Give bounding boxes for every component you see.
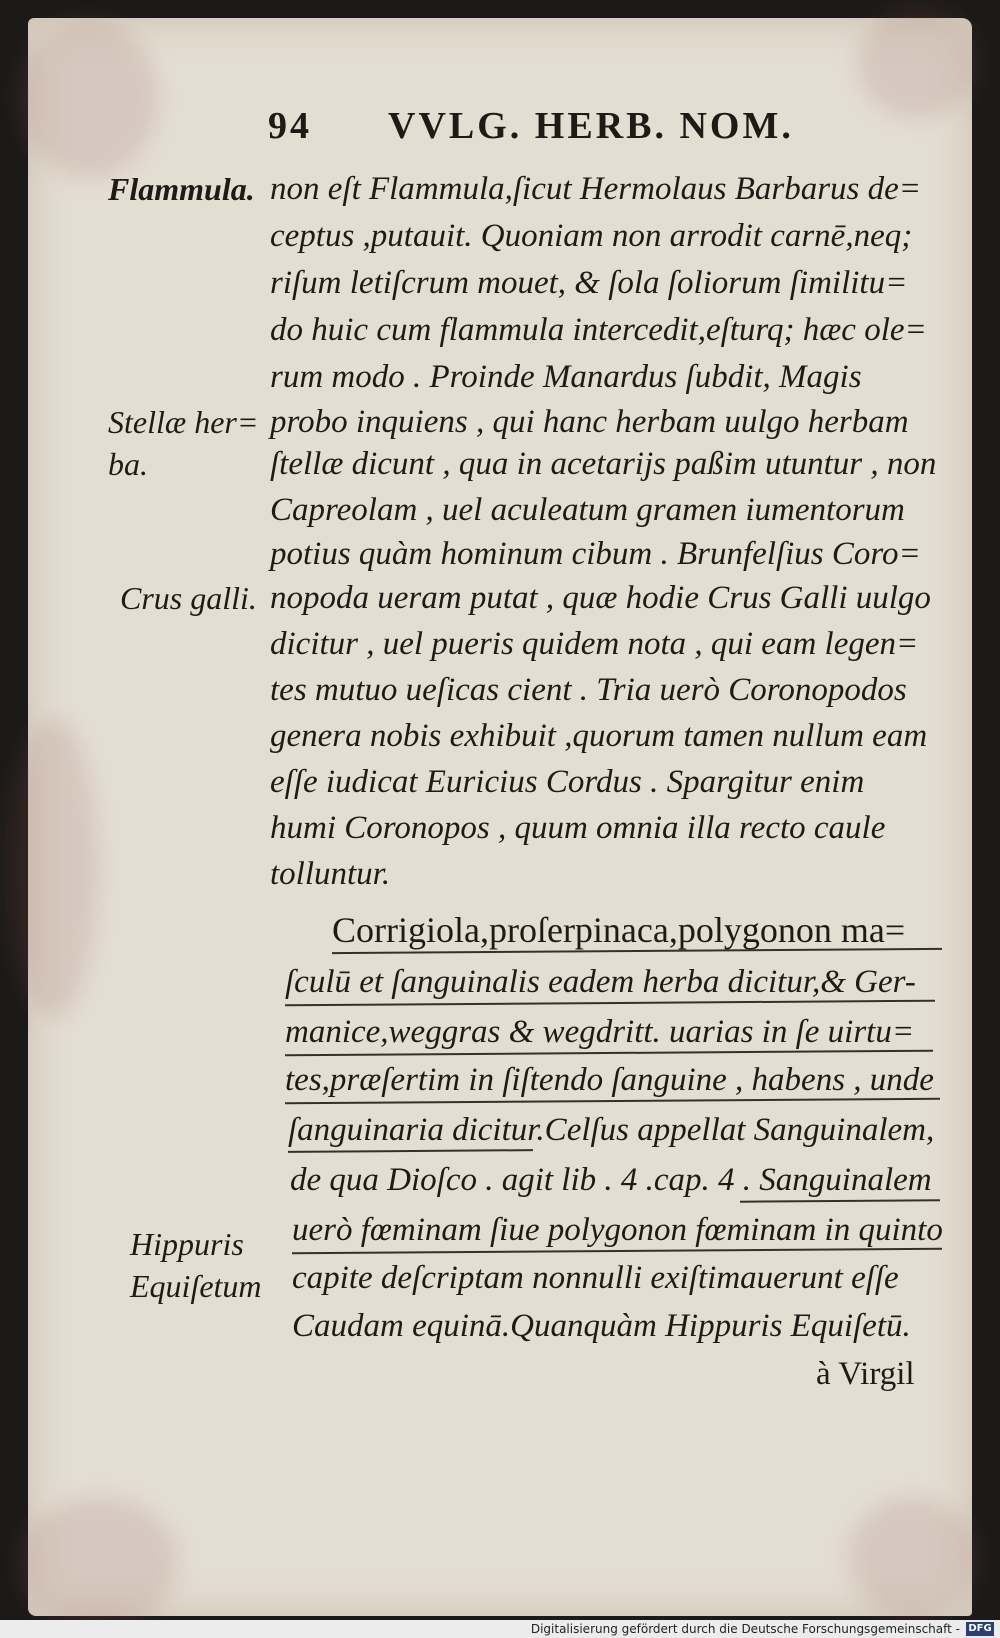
- footer-bar: [0, 1620, 1000, 1638]
- margin-note: Equiſetum: [130, 1268, 262, 1304]
- body-line: tes mutuo ueſicas cient . Tria uerò Coronopodos: [270, 672, 907, 708]
- body-line: probo inquiens , qui hanc herbam uulgo herbam: [270, 404, 909, 440]
- body-line: genera nobis exhibuit ,quorum tamen nullum eam: [270, 718, 928, 754]
- body-line: rum modo . Proinde Manardus ſubdit, Magis: [270, 359, 862, 395]
- page-header: [268, 98, 868, 154]
- paper-stain: [848, 1498, 978, 1618]
- paper-stain: [8, 718, 98, 1018]
- body-line: riſum letiſcrum mouet, & ſola ſoliorum ſimilitu=: [270, 265, 908, 301]
- funding-credit: Digitalisierung gefördert durch die Deutsche Forschungsgemeinschaft -: [530, 1622, 960, 1636]
- body-line: ceptus ,putauit. Quoniam non arrodit carnē,neq;: [270, 218, 913, 254]
- body-line: ſanguinaria dicitur.Celſus appellat Sanguinalem,: [288, 1112, 935, 1148]
- margin-note: Stellæ her=: [108, 404, 259, 440]
- body-line: uerò fœminam ſiue polygonon fœminam in quinto: [292, 1212, 943, 1248]
- body-line: ſtellæ dicunt , qua in acetarijs paßim utuntur , non: [270, 446, 937, 482]
- dfg-logo: DFG: [966, 1622, 994, 1636]
- page-number: 94: [268, 105, 312, 147]
- margin-note: Crus galli.: [120, 580, 257, 616]
- body-line: non eſt Flammula,ſicut Hermolaus Barbarus de=: [270, 171, 922, 207]
- body-line: tolluntur.: [270, 856, 391, 892]
- margin-note: Hippuris: [130, 1226, 244, 1262]
- body-line: do huic cum flammula intercedit,eſturq; hæc ole=: [270, 312, 927, 348]
- body-line: capite deſcriptam nonnulli exiſtimauerunt eſſe: [292, 1260, 899, 1296]
- body-line: humi Coronopos , quum omnia illa recto caule: [270, 810, 886, 846]
- body-line: Caudam equinā.Quanquàm Hippuris Equiſetū.: [292, 1308, 911, 1344]
- body-line: manice,weggras & wegdritt. uarias in ſe uirtu=: [285, 1014, 915, 1050]
- body-line: tes,præſertim in ſiſtendo ſanguine , habens , unde: [285, 1062, 934, 1098]
- body-line: eſſe iudicat Euricius Cordus . Spargitur enim: [270, 764, 865, 800]
- body-line: Capreolam , uel aculeatum gramen iumentorum: [270, 492, 905, 528]
- body-line: nopoda ueram putat , quæ hodie Crus Galli uulgo: [270, 580, 931, 616]
- margin-note: ba.: [108, 446, 148, 482]
- body-line: potius quàm hominum cibum . Brunfelſius Coro=: [270, 536, 921, 572]
- paper-stain: [18, 1498, 178, 1628]
- paper-stain: [18, 18, 158, 178]
- paper-stain: [858, 8, 978, 118]
- catchword: à Virgil: [816, 1356, 915, 1392]
- body-line: de qua Dioſco . agit lib . 4 .cap. 4 . Sanguinalem: [290, 1162, 932, 1198]
- body-line: dicitur , uel pueris quidem nota , qui eam legen=: [270, 626, 919, 662]
- running-title: VVLG. HERB. NOM.: [388, 105, 794, 147]
- body-line: Corrigiola,proſerpinaca,polygonon ma=: [332, 910, 906, 950]
- margin-note: Flammula.: [108, 171, 255, 207]
- body-line: ſculū et ſanguinalis eadem herba dicitur,& Ger-: [285, 964, 916, 1000]
